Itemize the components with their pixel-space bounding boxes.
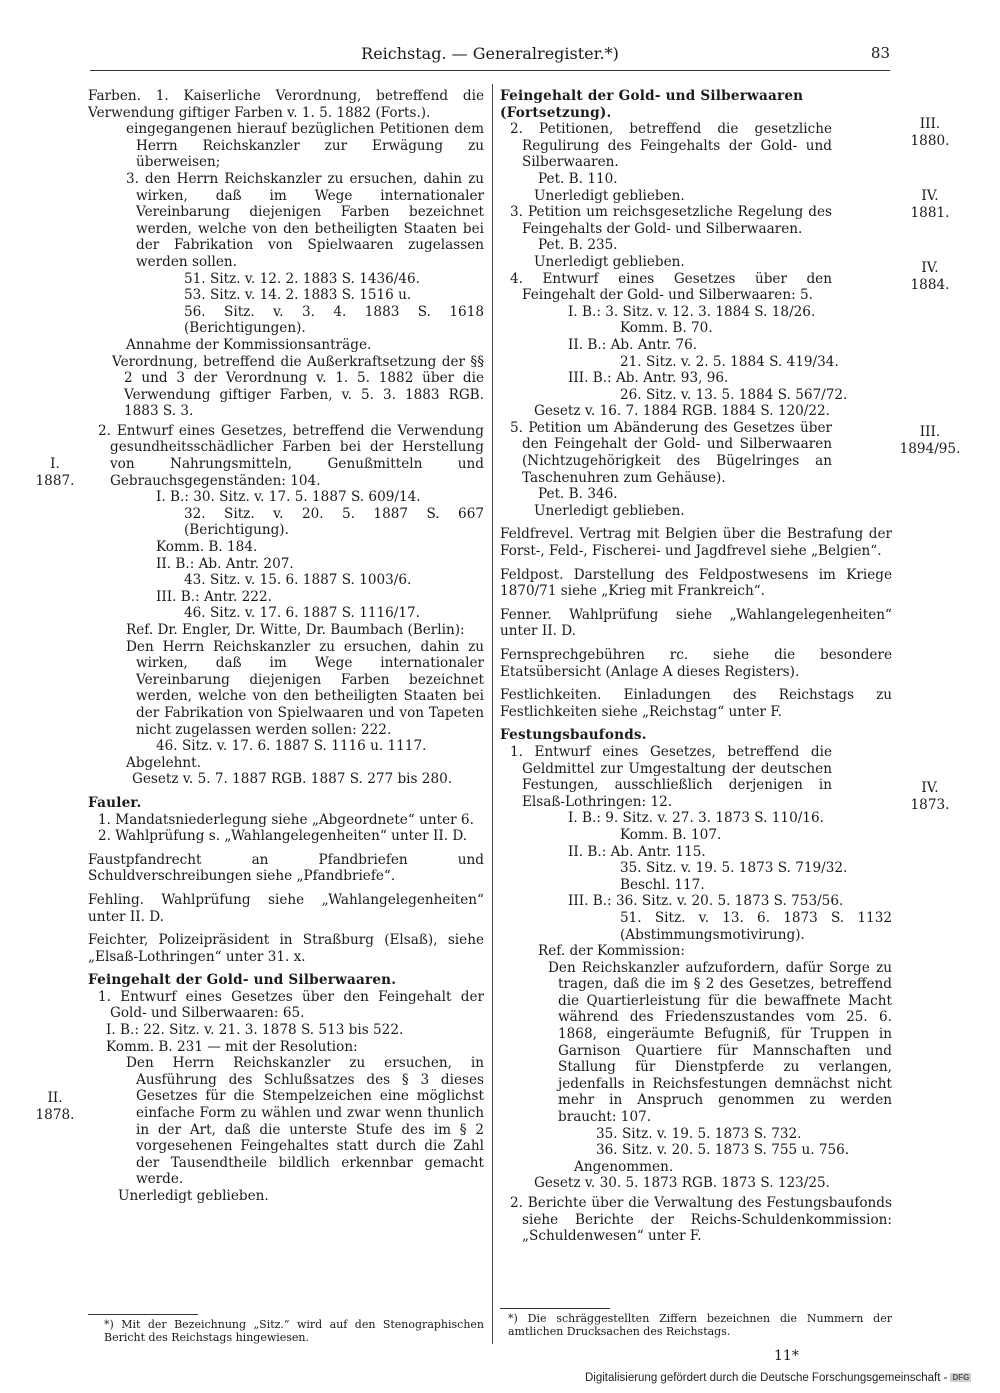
signature-mark: 11* <box>774 1348 799 1364</box>
citation: 36. Sitz. v. 20. 5. 1873 S. 755 u. 756. <box>596 1142 850 1159</box>
entry-line: 2. Entwurf eines Gesetzes, betreffend die Verwendung gesundheitsschädlicher Farben bei der Herstellung von Nahrungsmitteln, Genußmitteln und Gebrauchsgegenständen: 104. <box>98 422 484 489</box>
entry-line: Gesetz v. 16. 7. 1884 RGB. 1884 S. 120/22. <box>534 403 830 420</box>
entry-festlichkeiten: Festlichkeiten. Einladungen des Reichstags zu Festlichkeiten siehe „Reichstag“ unter F. <box>500 687 892 720</box>
entry-line: 5. Petition um Abänderung des Gesetzes über den Feingehalt der Gold- und Silberwaaren (Nichtzugehörigkeit des Bügelringes an Taschenuhren zum Gehäuse). <box>510 419 832 486</box>
page-number: 83 <box>870 44 890 62</box>
entry-line: Unerledigt geblieben. <box>534 187 685 204</box>
entry-feingehalt-cont <box>500 88 892 519</box>
footnote-rule <box>500 1308 610 1309</box>
citation: 51. Sitz. v. 13. 6. 1873 S. 1132 (Abstimmungsmotivirung). <box>620 909 892 943</box>
margin-note <box>24 1090 86 1123</box>
margin-note <box>888 260 972 293</box>
margin-note <box>24 456 86 489</box>
entry-line: Annahme der Kommissionsanträge. <box>126 336 372 353</box>
margin-volume: I. <box>50 456 60 472</box>
entry-line: Unerledigt geblieben. <box>118 1188 269 1204</box>
citation: 21. Sitz. v. 2. 5. 1884 S. 419/34. <box>620 353 839 370</box>
entry-faustpfandrecht: Faustpfandrecht an Pfandbriefen und Schuldverschreibungen siehe „Pfandbriefe“. <box>88 851 484 885</box>
margin-year: 1894/95. <box>899 440 961 457</box>
citation: 32. Sitz. v. 20. 5. 1887 S. 667 (Berichtigung). <box>184 505 484 539</box>
footer-text: Digitalisierung gefördert durch die Deutsche Forschungsgemeinschaft - <box>585 1372 948 1384</box>
entry-line: Ref. der Kommission: <box>538 943 685 960</box>
entry-feichter: Feichter, Polizeipräsident in Straßburg (Elsaß), siehe „Elsaß-Lothringen“ unter 31. x. <box>88 932 484 965</box>
citation: I. B.: 30. Sitz. v. 17. 5. 1887 S. 609/14. <box>156 489 421 506</box>
margin-note <box>888 116 972 149</box>
entry-fenner: Fenner. Wahlprüfung siehe „Wahlangelegenheiten“ unter II. D. <box>500 606 892 640</box>
dfg-logo: DFG <box>952 1373 970 1383</box>
citation: II. B.: Ab. Antr. 76. <box>568 336 698 353</box>
citation: Komm. B. 231 — mit der Resolution: <box>106 1038 358 1055</box>
margin-note <box>888 780 972 813</box>
citation: II. B.: Ab. Antr. 207. <box>156 555 294 572</box>
footnote-right: *) Die schräggestellten Ziffern bezeichnen die Nummern der amtlichen Drucksachen des Reichstags. <box>508 1312 892 1338</box>
margin-volume: III. <box>919 116 941 132</box>
entry-line: Unerledigt geblieben. <box>534 253 685 270</box>
entry-line: Farben. 1. Kaiserliche Verordnung, betreffend die Verwendung giftiger Farben v. 1. 5. 1882 (Forts.). <box>88 88 484 121</box>
citation: Beschl. 117. <box>620 876 705 893</box>
entry-festungsbaufonds <box>500 727 892 1244</box>
entry-line: Gesetz v. 5. 7. 1887 RGB. 1887 S. 277 bis 280. <box>132 771 453 788</box>
footnote-rule <box>88 1314 198 1315</box>
right-column <box>500 88 892 1245</box>
entry-line: eingegangenen hierauf bezüglichen Petitionen dem Herrn Reichskanzler zur Erwägung zu überweisen; <box>126 121 484 171</box>
margin-volume: IV. <box>921 188 939 204</box>
citation: II. B.: Ab. Antr. 115. <box>568 843 706 860</box>
margin-volume: IV. <box>921 260 939 276</box>
entry-line: 3. den Herrn Reichskanzler zu ersuchen, dahin zu wirken, daß im Wege internationaler Vereinbarung diejenigen Farben bezeichnet werden, welche von den betheiligten Staaten bei der Fabrikation von Spielwaaren zugelassen werden sollen. <box>126 170 484 270</box>
entry-line: 1. Entwurf eines Gesetzes, betreffend die Geldmittel zur Umgestaltung der deutschen Festungen, ausschließlich derjenigen in Elsaß-Lothringen: 12. <box>510 743 832 810</box>
entry-fauler <box>88 795 484 845</box>
entry-feldfrevel: Feldfrevel. Vertrag mit Belgien über die Bestrafung der Forst-, Feld-, Fischerei- und Jagdfrevel siehe „Belgien“. <box>500 526 892 560</box>
citation: Komm. B. 107. <box>620 826 722 843</box>
entry-fernsprechgebuehren: Fernsprechgebühren rc. siehe die besondere Etatsübersicht (Anlage A dieses Registers). <box>500 647 892 680</box>
margin-volume: IV. <box>921 780 939 796</box>
citation: Pet. B. 110. <box>538 170 618 187</box>
citation: 43. Sitz. v. 15. 6. 1887 S. 1003/6. <box>184 572 412 589</box>
entry-line: Unerledigt geblieben. <box>534 502 685 519</box>
entry-line: 4. Entwurf eines Gesetzes über den Feingehalt der Gold- und Silberwaaren: 5. <box>510 270 832 304</box>
entry-heading: Festungsbaufonds. <box>500 727 647 744</box>
left-column <box>88 88 484 1205</box>
citation: Pet. B. 235. <box>538 237 618 254</box>
entry-line: Den Herrn Reichskanzler zu ersuchen, in Ausführung des Schlußsatzes des § 3 dieses Gesetzes für die Stempelzeichen eine möglichst einfache Form zu wählen und zwar wenn thunlich in der Art, daß die unterste Stufe des im § 2 vorgesehenen Feingehaltes statt durch die Zahl der Tausendtheile bildlich erkennbar gemacht werde. <box>126 1055 484 1188</box>
entry-line: Ref. Dr. Engler, Dr. Witte, Dr. Baumbach (Berlin): <box>126 622 465 638</box>
citation: III. B.: Ab. Antr. 93, 96. <box>568 370 729 387</box>
header-rule <box>90 70 890 71</box>
running-title: Reichstag. — Generalregister.*) <box>361 44 619 63</box>
entry-line: 2. Wahlprüfung s. „Wahlangelegenheiten“ unter II. D. <box>98 828 468 845</box>
page-header <box>90 44 890 68</box>
citation: 46. Sitz. v. 17. 6. 1887 S. 1116 u. 1117. <box>156 738 427 755</box>
citation: Komm. B. 184. <box>156 539 258 556</box>
margin-volume: II. <box>47 1090 63 1106</box>
entry-line: Abgelehnt. <box>126 754 201 771</box>
citation: III. B.: 36. Sitz. v. 20. 5. 1873 S. 753/56. <box>568 893 844 910</box>
margin-year: 1887. <box>35 472 75 489</box>
entry-heading: Fauler. <box>88 794 142 811</box>
entry-fehling: Fehling. Wahlprüfung siehe „Wahlangelegenheiten“ unter II. D. <box>88 891 484 925</box>
margin-note <box>888 424 972 457</box>
citation: Komm. B. 70. <box>620 320 713 337</box>
citation: Pet. B. 346. <box>538 486 618 503</box>
entry-heading: Feingehalt der Gold- und Silberwaaren (Fortsetzung). <box>500 88 804 121</box>
citation: 53. Sitz. v. 14. 2. 1883 S. 1516 u. <box>184 287 412 304</box>
footnote-left: *) Mit der Bezeichnung „Sitz.“ wird auf den Stenographischen Bericht des Reichstags hingewiesen. <box>104 1318 484 1344</box>
margin-note <box>888 188 972 221</box>
margin-year: 1873. <box>910 796 950 813</box>
margin-year: 1881. <box>910 204 950 221</box>
citation: 46. Sitz. v. 17. 6. 1887 S. 1116/17. <box>184 605 420 622</box>
citation: III. B.: Antr. 222. <box>156 588 272 605</box>
citation: I. B.: 9. Sitz. v. 27. 3. 1873 S. 110/16. <box>568 810 824 827</box>
entry-line: 2. Petitionen, betreffend die gesetzliche Regulirung des Feingehalts der Gold- und Silberwaaren. <box>510 121 832 171</box>
entry-line: Verordnung, betreffend die Außerkraftsetzung der §§ 2 und 3 der Verordnung v. 1. 5. 1882 über die Verwendung giftiger Farben, v. 5. 3. 1883 RGB. 1883 S. 3. <box>112 353 484 420</box>
entry-line: Gesetz v. 30. 5. 1873 RGB. 1873 S. 123/25. <box>534 1175 830 1192</box>
column-divider <box>492 84 493 1344</box>
entry-heading: Feingehalt der Gold- und Silberwaaren. <box>88 972 397 989</box>
citation: I. B.: 22. Sitz. v. 21. 3. 1878 S. 513 bis 522. <box>106 1022 404 1039</box>
citation: 35. Sitz. v. 19. 5. 1873 S. 719/32. <box>620 860 848 877</box>
entry-line: 1. Mandatsniederlegung siehe „Abgeordnete“ unter 6. <box>98 811 474 828</box>
entry-line: 1. Entwurf eines Gesetzes über den Feingehalt der Gold- und Silberwaaren: 65. <box>98 988 484 1022</box>
entry-feldpost: Feldpost. Darstellung des Feldpostwesens im Kriege 1870/71 siehe „Krieg mit Frankreich“. <box>500 566 892 600</box>
citation: I. B.: 3. Sitz. v. 12. 3. 1884 S. 18/26. <box>568 303 816 320</box>
citation: 51. Sitz. v. 12. 2. 1883 S. 1436/46. <box>184 270 420 287</box>
margin-year: 1884. <box>910 276 950 293</box>
entry-line: Angenommen. <box>574 1158 674 1175</box>
margin-year: 1878. <box>35 1106 75 1123</box>
entry-line: Den Reichskanzler aufzufordern, dafür Sorge zu tragen, daß die im § 2 des Gesetzes, betreffend die Quartierleistung für die bewaffnete Macht während des Friedenszustandes vom 25. 6. 1868, eingeräumte Befugniß, für Truppen in Garnison Quartiere für Mannschaften und Stallung für Dienstpferde zu verlangen, jedenfalls in Reichsfestungen demnächst nicht mehr in Anspruch genommen zu werden braucht: 107. <box>548 959 892 1126</box>
entry-line: Den Herrn Reichskanzler zu ersuchen, dahin zu wirken, daß im Wege internationaler Vereinbarung diejenigen Farben bezeichnet werden, welche von den betheiligten Staaten bei der Fabrikation von Spielwaaren und von Tapeten nicht zugelassen werden sollen: 222. <box>126 638 484 738</box>
entry-line: 3. Petition um reichsgesetzliche Regelung des Feingehalts der Gold- und Silberwaaren. <box>510 204 832 237</box>
margin-volume: III. <box>919 424 941 440</box>
citation: 35. Sitz. v. 19. 5. 1873 S. 732. <box>596 1125 802 1142</box>
digitization-footer <box>585 1372 971 1384</box>
entry-feingehalt <box>88 972 484 1204</box>
entry-farben <box>88 88 484 788</box>
citation: 26. Sitz. v. 13. 5. 1884 S. 567/72. <box>620 386 848 403</box>
citation: 56. Sitz. v. 3. 4. 1883 S. 1618 (Berichtigungen). <box>184 303 484 337</box>
margin-year: 1880. <box>910 132 950 149</box>
entry-line: 2. Berichte über die Verwaltung des Festungsbaufonds siehe Berichte der Reichs-Schuldenkommission: „Schuldenwesen“ unter F. <box>510 1195 892 1245</box>
